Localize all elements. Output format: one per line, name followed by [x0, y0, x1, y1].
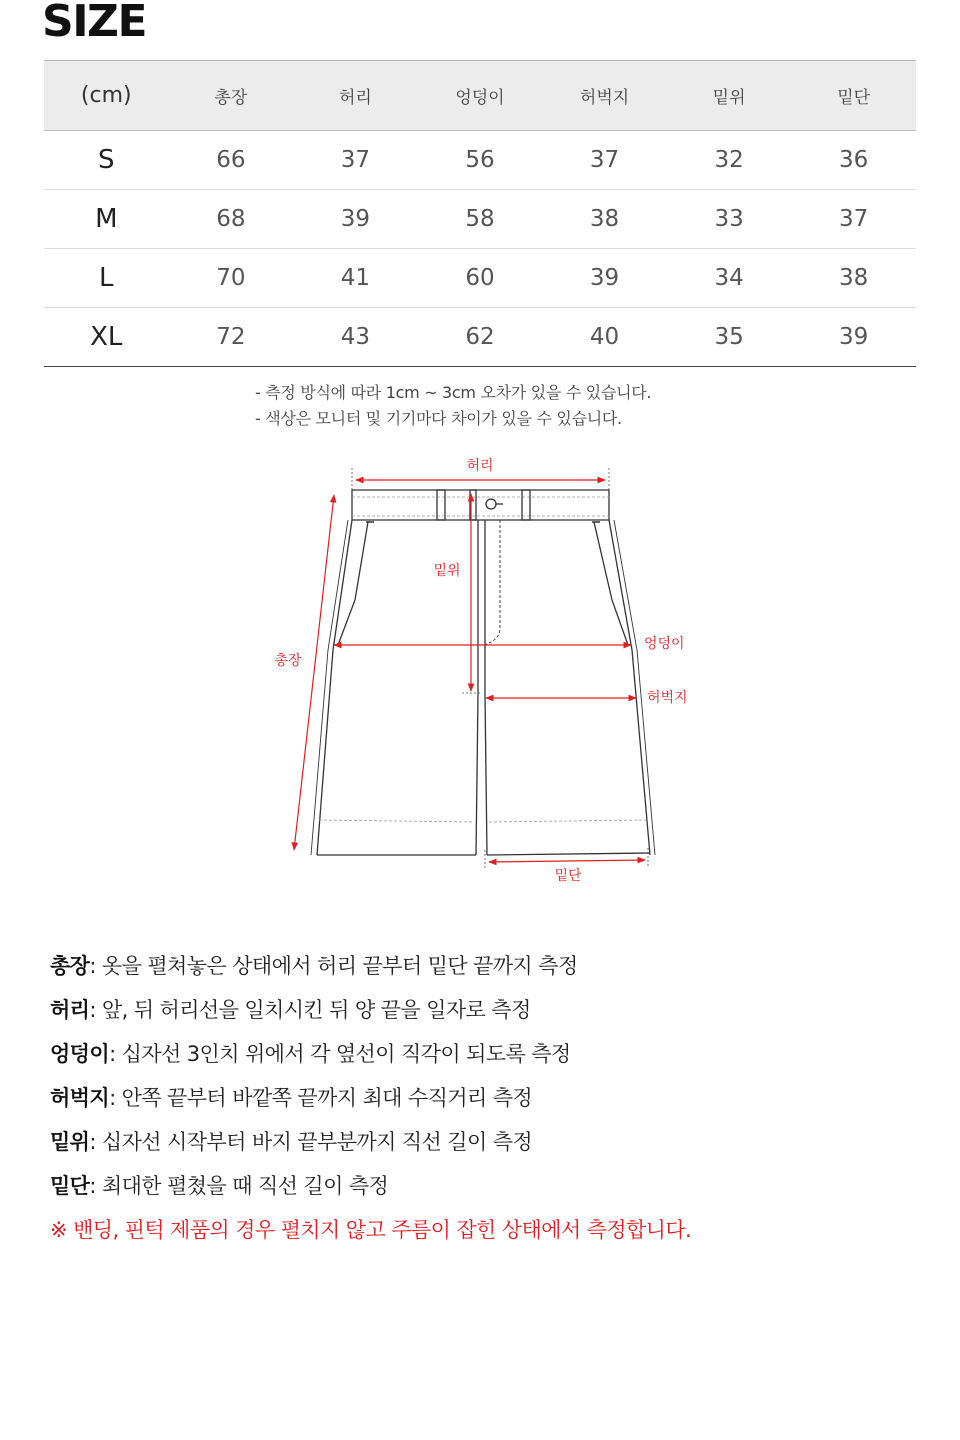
table-cell: 66	[169, 131, 294, 190]
header-unit: (cm)	[44, 61, 169, 131]
definition-text: : 앞, 뒤 허리선을 일치시킨 뒤 양 끝을 일자로 측정	[89, 998, 531, 1022]
rise-label: 밑위	[433, 563, 461, 579]
definition-row	[50, 1120, 691, 1164]
definition-row	[50, 988, 691, 1032]
shorts-diagram	[0, 450, 960, 900]
size-label: XL	[44, 308, 169, 367]
table-cell: 58	[418, 190, 543, 249]
definition-row	[50, 1164, 691, 1208]
thigh-label: 허벅지	[647, 690, 688, 706]
warning-mark: ※	[50, 1218, 67, 1242]
table-cell: 60	[418, 249, 543, 308]
table-cell: 33	[667, 190, 792, 249]
measurement-definitions	[50, 944, 691, 1252]
measurement-notes	[255, 380, 651, 432]
table-cell: 38	[791, 249, 916, 308]
table-cell: 39	[791, 308, 916, 367]
table-cell: 40	[542, 308, 667, 367]
header-hem: 밑단	[791, 61, 916, 131]
size-label: S	[44, 131, 169, 190]
header-thigh: 허벅지	[542, 61, 667, 131]
size-table	[44, 60, 916, 367]
table-row	[44, 190, 916, 249]
definition-row	[50, 944, 691, 988]
shorts-outline	[311, 490, 655, 855]
size-label: M	[44, 190, 169, 249]
table-cell: 37	[542, 131, 667, 190]
definition-row	[50, 1076, 691, 1120]
table-cell: 43	[293, 308, 418, 367]
table-cell: 38	[542, 190, 667, 249]
definition-term: 총장	[50, 954, 90, 978]
definition-term: 밑단	[50, 1174, 90, 1198]
header-hip: 엉덩이	[418, 61, 543, 131]
table-row	[44, 131, 916, 190]
table-cell: 39	[542, 249, 667, 308]
definition-text: : 십자선 시작부터 바지 끝부분까지 직선 길이 측정	[89, 1130, 533, 1154]
hem-arrow	[489, 860, 645, 862]
table-cell: 32	[667, 131, 792, 190]
note-line: - 측정 방식에 따라 1cm ~ 3cm 오차가 있을 수 있습니다.	[255, 383, 652, 402]
definition-row	[50, 1032, 691, 1076]
table-cell: 62	[418, 308, 543, 367]
hem-label: 밑단	[554, 868, 582, 884]
table-cell: 37	[293, 131, 418, 190]
hip-label: 엉덩이	[644, 636, 685, 652]
table-cell: 41	[293, 249, 418, 308]
definition-term: 허리	[50, 998, 90, 1022]
header-rise: 밑위	[667, 61, 792, 131]
page-title: SIZE	[42, 0, 147, 47]
table-row	[44, 249, 916, 308]
waist-label: 허리	[466, 458, 494, 474]
table-cell: 36	[791, 131, 916, 190]
definition-term: 밑위	[50, 1130, 90, 1154]
table-header-row	[44, 61, 916, 131]
note-line: - 색상은 모니터 및 기기마다 차이가 있을 수 있습니다.	[255, 409, 622, 428]
length-label: 총장	[274, 653, 302, 669]
definition-text: : 최대한 펼쳤을 때 직선 길이 측정	[89, 1174, 389, 1198]
table-cell: 37	[791, 190, 916, 249]
table-cell: 68	[169, 190, 294, 249]
definition-text: : 십자선 3인치 위에서 각 옆선이 직각이 되도록 측정	[109, 1042, 571, 1066]
table-cell: 35	[667, 308, 792, 367]
table-cell: 70	[169, 249, 294, 308]
definition-term: 허벅지	[50, 1086, 110, 1110]
table-cell: 72	[169, 308, 294, 367]
table-row	[44, 308, 916, 367]
warning-note	[50, 1208, 691, 1252]
definition-text: : 안쪽 끝부터 바깥쪽 끝까지 최대 수직거리 측정	[109, 1086, 533, 1110]
header-length: 총장	[169, 61, 294, 131]
warning-text: 밴딩, 핀턱 제품의 경우 펼치지 않고 주름이 잡힌 상태에서 측정합니다.	[67, 1218, 692, 1242]
definition-text: : 옷을 펼쳐놓은 상태에서 허리 끝부터 밑단 끝까지 측정	[89, 954, 578, 978]
header-waist: 허리	[293, 61, 418, 131]
length-arrow	[294, 495, 334, 850]
definition-term: 엉덩이	[50, 1042, 110, 1066]
table-cell: 34	[667, 249, 792, 308]
table-cell: 56	[418, 131, 543, 190]
size-label: L	[44, 249, 169, 308]
table-cell: 39	[293, 190, 418, 249]
